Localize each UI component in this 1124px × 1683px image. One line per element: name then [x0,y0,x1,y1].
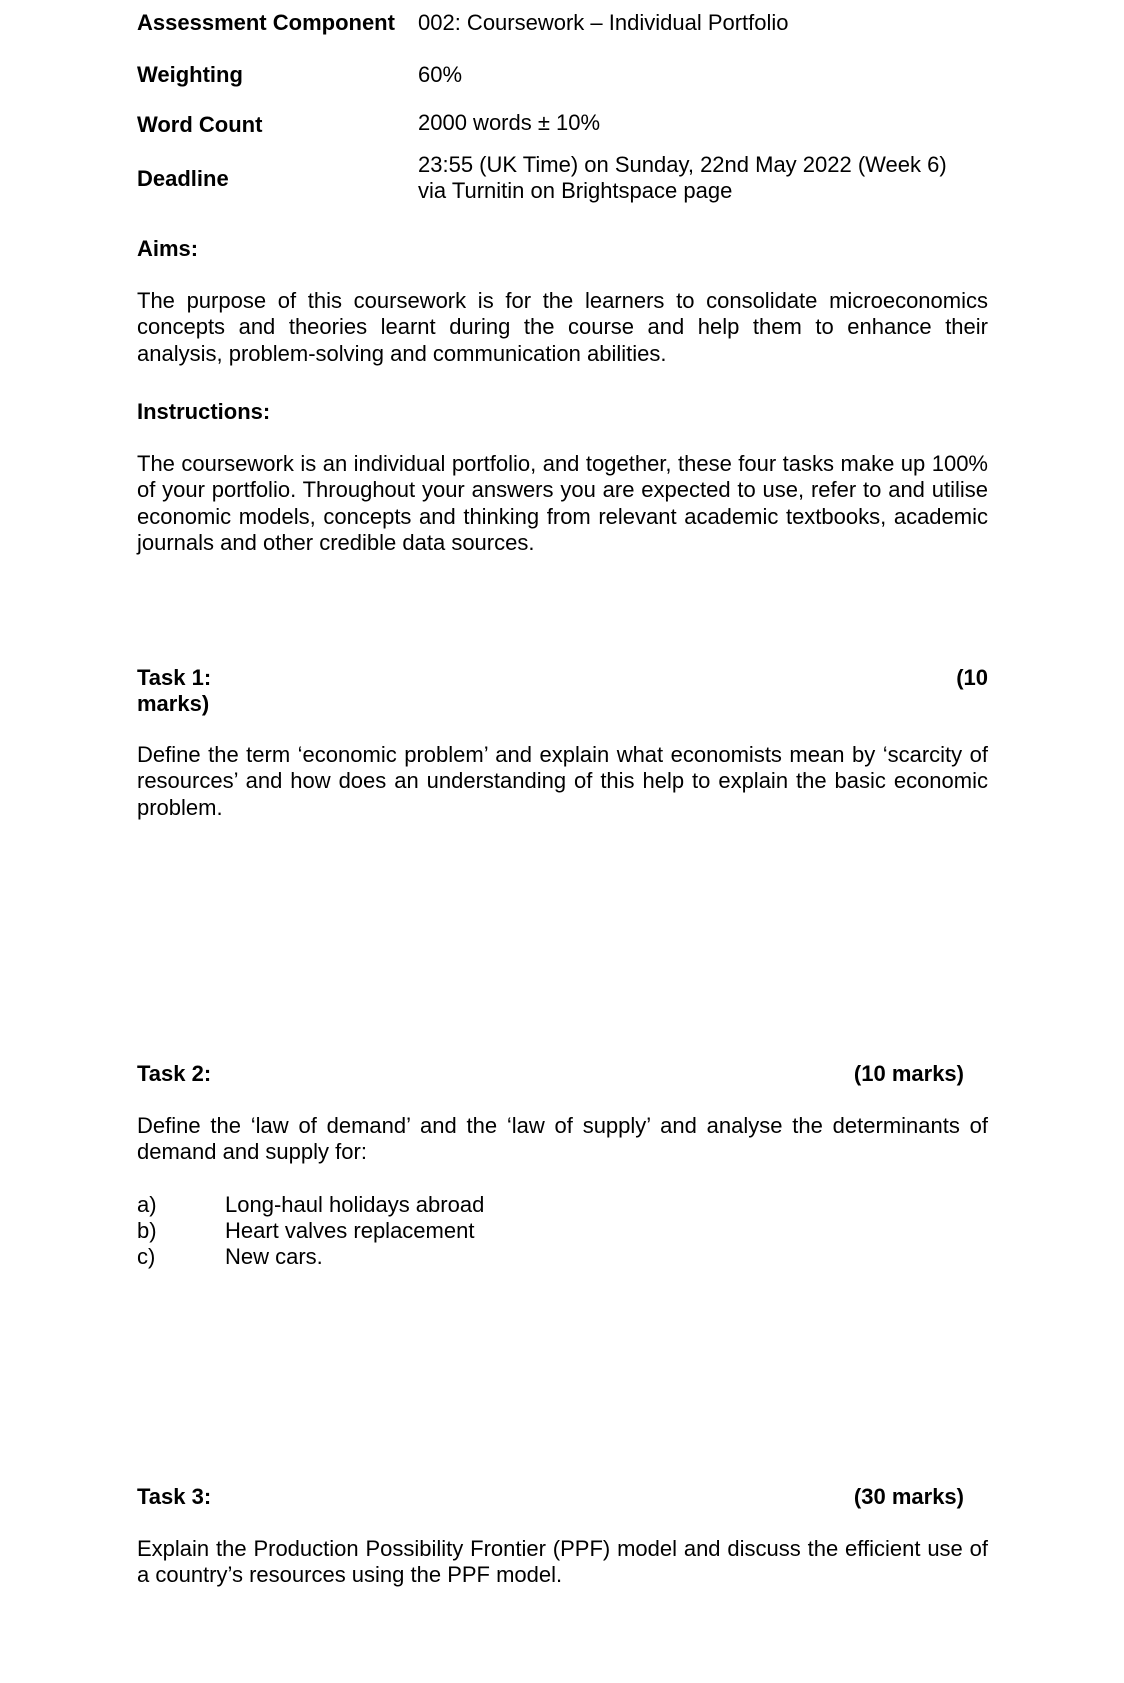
list-item-letter: b) [137,1218,157,1243]
instructions-heading: Instructions: [137,399,271,424]
aims-heading: Aims: [137,236,199,261]
task2-marks: (10 marks) [853,1061,964,1086]
task2-paragraph: Define the ‘law of demand’ and the ‘law of supply’ and analyse the determinants of demand and supply for: [137,1113,988,1165]
assessment-component-value: 002: Coursework – Individual Portfolio [418,10,789,35]
task2-title: Task 2: [137,1061,212,1086]
task1-marks-part1: (10 [956,665,988,690]
list-item-text: New cars. [225,1244,323,1269]
instructions-paragraph: The coursework is an individual portfolio, and together, these four tasks make up 100% of your portfolio. Throughout your answers you are expected to use, refer to and utilise economic models, concepts and thinking from relevant academic textbooks, academic journals and other credible data sources. [137,451,988,555]
weighting-value: 60% [418,62,463,87]
task3-marks: (30 marks) [853,1484,964,1509]
assessment-component-label: Assessment Component [137,10,395,35]
task1-paragraph: Define the term ‘economic problem’ and explain what economists mean by ‘scarcity of resources’ and how does an understanding of this help to explain the basic economic problem. [137,742,988,820]
word-count-value: 2000 words ± 10% [418,110,601,135]
list-item-letter: a) [137,1192,157,1217]
list-item [137,1192,484,1218]
word-count-label: Word Count [137,112,263,137]
deadline-value-line1: 23:55 (UK Time) on Sunday, 22nd May 2022 (Week 6) [418,152,947,177]
list-item-text: Long-haul holidays abroad [225,1192,485,1217]
task1-marks-part2: marks) [137,691,210,716]
list-item-letter: c) [137,1244,156,1269]
task3-title: Task 3: [137,1484,212,1509]
task3-paragraph: Explain the Production Possibility Frontier (PPF) model and discuss the efficient use of a country’s resources using the PPF model. [137,1536,988,1588]
list-item [137,1218,474,1244]
task1-title: Task 1: [137,665,212,690]
deadline-value-line2: via Turnitin on Brightspace page [418,178,733,203]
list-item [137,1244,323,1270]
list-item-text: Heart valves replacement [225,1218,475,1243]
deadline-label: Deadline [137,166,229,191]
aims-paragraph: The purpose of this coursework is for the learners to consolidate microeconomics concepts and theories learnt during the course and help them to enhance their analysis, problem-solving and communication abilities. [137,288,988,366]
weighting-label: Weighting [137,62,243,87]
